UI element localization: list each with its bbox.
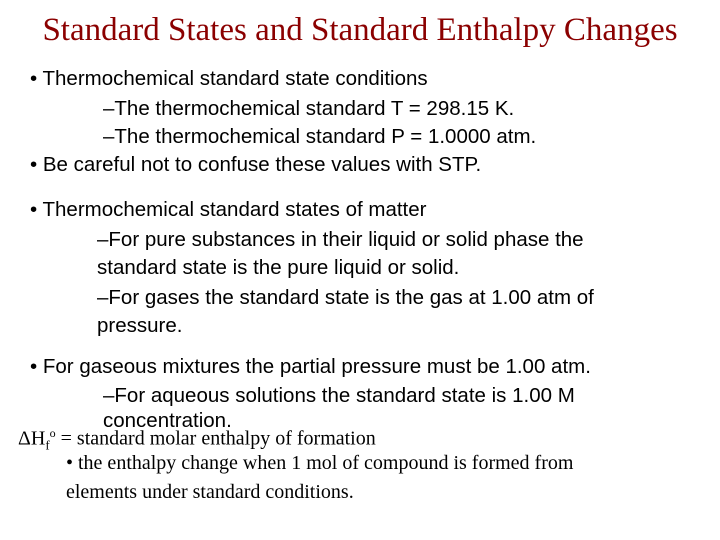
- formation-bullet-line2: elements under standard conditions.: [66, 481, 354, 503]
- sub-bullet-pure-substances-line1: –For pure substances in their liquid or solid phase the: [97, 228, 584, 251]
- delta-h-symbol: ΔH: [18, 427, 46, 450]
- formation-subscript: f: [45, 437, 50, 453]
- bullet-standard-states-of-matter: • Thermochemical standard states of matter: [30, 198, 427, 221]
- bullet-standard-state-conditions: • Thermochemical standard state conditions: [30, 67, 428, 90]
- sub-bullet-standard-temperature: –The thermochemical standard T = 298.15 K.: [103, 97, 515, 120]
- formation-bullet-line1: • the enthalpy change when 1 mol of compound is formed from: [66, 452, 574, 474]
- sub-bullet-aqueous-line1: –For aqueous solutions the standard state is 1.00 M: [103, 384, 575, 407]
- standard-degree-symbol: o: [49, 426, 56, 440]
- sub-bullet-pure-substances-line2: standard state is the pure liquid or solid.: [97, 256, 460, 279]
- sub-bullet-gases-line1: –For gases the standard state is the gas at 1.00 atm of: [97, 286, 594, 309]
- sub-bullet-standard-pressure: –The thermochemical standard P = 1.0000 atm.: [103, 125, 537, 148]
- slide-title: Standard States and Standard Enthalpy Changes: [42, 12, 678, 48]
- sub-bullet-gases-line2: pressure.: [97, 314, 183, 337]
- bullet-stp-warning: • Be careful not to confuse these values with STP.: [30, 153, 482, 176]
- sub-bullet-aqueous-line2: concentration.: [103, 409, 232, 432]
- definition-text: = standard molar enthalpy of formation: [55, 427, 376, 450]
- bullet-gaseous-mixtures: • For gaseous mixtures the partial pressure must be 1.00 atm.: [30, 355, 591, 378]
